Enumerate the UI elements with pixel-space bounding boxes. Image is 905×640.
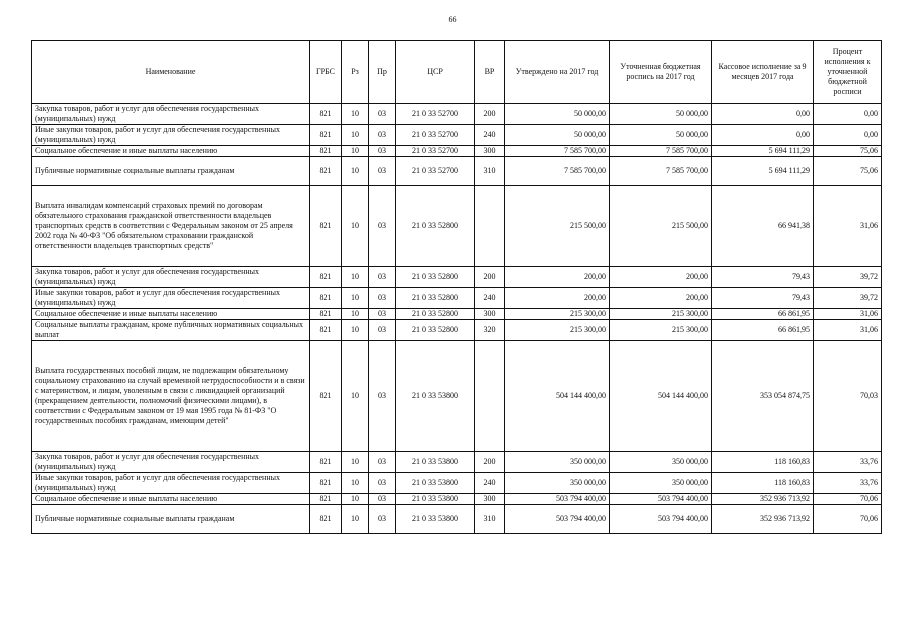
cell-csr: 21 0 33 53800 xyxy=(396,473,475,494)
cell-approved: 503 794 400,00 xyxy=(505,494,610,505)
cell-cash: 118 160,83 xyxy=(712,473,814,494)
cell-vr xyxy=(475,186,505,267)
header-row xyxy=(32,41,882,104)
cell-refined: 7 585 700,00 xyxy=(610,157,712,186)
cell-percent: 0,00 xyxy=(814,125,882,146)
table-row xyxy=(32,452,882,473)
cell-csr: 21 0 33 53800 xyxy=(396,505,475,534)
table-row xyxy=(32,309,882,320)
cell-pr: 03 xyxy=(369,320,396,341)
cell-csr: 21 0 33 52700 xyxy=(396,104,475,125)
table-row xyxy=(32,494,882,505)
header-pr: Пр xyxy=(369,41,396,104)
cell-cash: 66 941,38 xyxy=(712,186,814,267)
table-row xyxy=(32,320,882,341)
table-row xyxy=(32,146,882,157)
cell-cash: 5 694 111,29 xyxy=(712,157,814,186)
cell-percent: 75,06 xyxy=(814,157,882,186)
cell-refined: 50 000,00 xyxy=(610,104,712,125)
cell-grbs: 821 xyxy=(310,494,342,505)
table-row xyxy=(32,473,882,494)
cell-vr: 200 xyxy=(475,104,505,125)
cell-pr: 03 xyxy=(369,341,396,452)
cell-pr: 03 xyxy=(369,473,396,494)
table-row xyxy=(32,267,882,288)
cell-percent: 33,76 xyxy=(814,473,882,494)
cell-name: Социальное обеспечение и иные выплаты населению xyxy=(32,494,310,505)
cell-approved: 200,00 xyxy=(505,288,610,309)
cell-approved: 50 000,00 xyxy=(505,104,610,125)
cell-percent: 75,06 xyxy=(814,146,882,157)
cell-vr: 200 xyxy=(475,452,505,473)
cell-name: Социальные выплаты гражданам, кроме публичных нормативных социальных выплат xyxy=(32,320,310,341)
cell-csr: 21 0 33 52700 xyxy=(396,146,475,157)
table-row xyxy=(32,157,882,186)
cell-cash: 352 936 713,92 xyxy=(712,494,814,505)
cell-percent: 31,06 xyxy=(814,320,882,341)
cell-approved: 215 300,00 xyxy=(505,320,610,341)
cell-refined: 215 500,00 xyxy=(610,186,712,267)
cell-name: Закупка товаров, работ и услуг для обеспечения государственных (муниципальных) нужд xyxy=(32,452,310,473)
cell-cash: 352 936 713,92 xyxy=(712,505,814,534)
cell-refined: 7 585 700,00 xyxy=(610,146,712,157)
cell-csr: 21 0 33 52800 xyxy=(396,320,475,341)
page-number: 66 xyxy=(448,15,457,24)
cell-grbs: 821 xyxy=(310,125,342,146)
cell-grbs: 821 xyxy=(310,341,342,452)
cell-vr: 310 xyxy=(475,505,505,534)
cell-grbs: 821 xyxy=(310,309,342,320)
cell-grbs: 821 xyxy=(310,505,342,534)
cell-cash: 0,00 xyxy=(712,104,814,125)
cell-percent: 0,00 xyxy=(814,104,882,125)
cell-approved: 7 585 700,00 xyxy=(505,157,610,186)
cell-rz: 10 xyxy=(342,146,369,157)
cell-vr: 200 xyxy=(475,267,505,288)
table-row xyxy=(32,505,882,534)
header-refined: Уточненная бюджетная роспись на 2017 год xyxy=(610,41,712,104)
cell-vr: 300 xyxy=(475,309,505,320)
cell-pr: 03 xyxy=(369,505,396,534)
cell-approved: 215 300,00 xyxy=(505,309,610,320)
cell-grbs: 821 xyxy=(310,157,342,186)
cell-percent: 31,06 xyxy=(814,186,882,267)
cell-grbs: 821 xyxy=(310,452,342,473)
cell-name: Иные закупки товаров, работ и услуг для обеспечения государственных (муниципальных) нужд xyxy=(32,288,310,309)
cell-cash: 0,00 xyxy=(712,125,814,146)
header-cash: Кассовое исполнение за 9 месяцев 2017 года xyxy=(712,41,814,104)
cell-pr: 03 xyxy=(369,104,396,125)
cell-percent: 39,72 xyxy=(814,267,882,288)
cell-refined: 215 300,00 xyxy=(610,309,712,320)
cell-rz: 10 xyxy=(342,288,369,309)
cell-vr: 300 xyxy=(475,146,505,157)
header-vr: ВР xyxy=(475,41,505,104)
cell-rz: 10 xyxy=(342,157,369,186)
cell-name: Закупка товаров, работ и услуг для обеспечения государственных (муниципальных) нужд xyxy=(32,104,310,125)
cell-rz: 10 xyxy=(342,104,369,125)
cell-refined: 504 144 400,00 xyxy=(610,341,712,452)
cell-grbs: 821 xyxy=(310,473,342,494)
cell-csr: 21 0 33 52700 xyxy=(396,125,475,146)
cell-refined: 350 000,00 xyxy=(610,452,712,473)
cell-name: Иные закупки товаров, работ и услуг для обеспечения государственных (муниципальных) нужд xyxy=(32,473,310,494)
cell-rz: 10 xyxy=(342,267,369,288)
cell-approved: 50 000,00 xyxy=(505,125,610,146)
cell-refined: 215 300,00 xyxy=(610,320,712,341)
cell-vr: 320 xyxy=(475,320,505,341)
cell-name: Публичные нормативные социальные выплаты гражданам xyxy=(32,505,310,534)
cell-approved: 200,00 xyxy=(505,267,610,288)
table-row xyxy=(32,186,882,267)
cell-csr: 21 0 33 52800 xyxy=(396,267,475,288)
cell-name: Публичные нормативные социальные выплаты гражданам xyxy=(32,157,310,186)
cell-pr: 03 xyxy=(369,309,396,320)
cell-pr: 03 xyxy=(369,494,396,505)
cell-grbs: 821 xyxy=(310,267,342,288)
cell-vr: 240 xyxy=(475,125,505,146)
cell-grbs: 821 xyxy=(310,320,342,341)
cell-vr xyxy=(475,341,505,452)
cell-csr: 21 0 33 53800 xyxy=(396,452,475,473)
cell-name: Выплата государственных пособий лицам, не подлежащим обязательному социальному страхованию на случай временной нетрудоспособности и в связи с материнством, и лицам, уволенным в связи с ликвидацией организаций (прекращением деятельности, полномочий физическими лицами), в соответствии с Федеральным законом от 19 мая 1995 года № 81-ФЗ "О государственных пособиях гражданам, имеющим детей" xyxy=(32,341,310,452)
cell-cash: 66 861,95 xyxy=(712,320,814,341)
cell-csr: 21 0 33 52800 xyxy=(396,309,475,320)
cell-pr: 03 xyxy=(369,267,396,288)
cell-cash: 118 160,83 xyxy=(712,452,814,473)
cell-name: Закупка товаров, работ и услуг для обеспечения государственных (муниципальных) нужд xyxy=(32,267,310,288)
cell-pr: 03 xyxy=(369,288,396,309)
cell-percent: 31,06 xyxy=(814,309,882,320)
cell-rz: 10 xyxy=(342,452,369,473)
cell-pr: 03 xyxy=(369,146,396,157)
header-percent: Процент исполнения к уточненной бюджетной росписи xyxy=(814,41,882,104)
cell-rz: 10 xyxy=(342,186,369,267)
cell-name: Иные закупки товаров, работ и услуг для обеспечения государственных (муниципальных) нужд xyxy=(32,125,310,146)
cell-cash: 5 694 111,29 xyxy=(712,146,814,157)
cell-cash: 66 861,95 xyxy=(712,309,814,320)
cell-refined: 503 794 400,00 xyxy=(610,494,712,505)
cell-approved: 215 500,00 xyxy=(505,186,610,267)
cell-cash: 353 054 874,75 xyxy=(712,341,814,452)
cell-csr: 21 0 33 53800 xyxy=(396,494,475,505)
cell-grbs: 821 xyxy=(310,146,342,157)
cell-refined: 503 794 400,00 xyxy=(610,505,712,534)
cell-vr: 240 xyxy=(475,288,505,309)
header-rz: Рз xyxy=(342,41,369,104)
cell-approved: 350 000,00 xyxy=(505,452,610,473)
cell-rz: 10 xyxy=(342,473,369,494)
cell-percent: 33,76 xyxy=(814,452,882,473)
cell-percent: 39,72 xyxy=(814,288,882,309)
cell-cash: 79,43 xyxy=(712,288,814,309)
cell-csr: 21 0 33 52800 xyxy=(396,288,475,309)
cell-refined: 200,00 xyxy=(610,288,712,309)
header-approved: Утверждено на 2017 год xyxy=(505,41,610,104)
cell-approved: 504 144 400,00 xyxy=(505,341,610,452)
cell-rz: 10 xyxy=(342,341,369,452)
header-csr: ЦСР xyxy=(396,41,475,104)
cell-name: Социальное обеспечение и иные выплаты населению xyxy=(32,146,310,157)
cell-rz: 10 xyxy=(342,320,369,341)
cell-vr: 240 xyxy=(475,473,505,494)
cell-grbs: 821 xyxy=(310,104,342,125)
header-grbs: ГРБС xyxy=(310,41,342,104)
cell-rz: 10 xyxy=(342,125,369,146)
cell-refined: 200,00 xyxy=(610,267,712,288)
cell-percent: 70,03 xyxy=(814,341,882,452)
cell-csr: 21 0 33 52800 xyxy=(396,186,475,267)
cell-pr: 03 xyxy=(369,125,396,146)
cell-vr: 300 xyxy=(475,494,505,505)
header-name: Наименование xyxy=(32,41,310,104)
cell-refined: 350 000,00 xyxy=(610,473,712,494)
cell-approved: 7 585 700,00 xyxy=(505,146,610,157)
cell-approved: 503 794 400,00 xyxy=(505,505,610,534)
cell-vr: 310 xyxy=(475,157,505,186)
cell-csr: 21 0 33 52700 xyxy=(396,157,475,186)
cell-pr: 03 xyxy=(369,452,396,473)
cell-grbs: 821 xyxy=(310,186,342,267)
cell-approved: 350 000,00 xyxy=(505,473,610,494)
cell-name: Социальное обеспечение и иные выплаты населению xyxy=(32,309,310,320)
cell-cash: 79,43 xyxy=(712,267,814,288)
table-row xyxy=(32,104,882,125)
cell-refined: 50 000,00 xyxy=(610,125,712,146)
table-row xyxy=(32,341,882,452)
cell-rz: 10 xyxy=(342,494,369,505)
cell-name: Выплата инвалидам компенсаций страховых премий по договорам обязательного страхования гражданской ответственности владельцев транспортных средств в соответствии с Федеральным законом от 25 апреля 2002 года № 40-ФЗ "Об обязательном страховании гражданской ответственности владельцев транспортных средств" xyxy=(32,186,310,267)
cell-percent: 70,06 xyxy=(814,494,882,505)
cell-pr: 03 xyxy=(369,186,396,267)
cell-pr: 03 xyxy=(369,157,396,186)
budget-table xyxy=(31,40,882,534)
cell-percent: 70,06 xyxy=(814,505,882,534)
table-row xyxy=(32,125,882,146)
cell-grbs: 821 xyxy=(310,288,342,309)
cell-csr: 21 0 33 53800 xyxy=(396,341,475,452)
cell-rz: 10 xyxy=(342,309,369,320)
table-row xyxy=(32,288,882,309)
cell-rz: 10 xyxy=(342,505,369,534)
